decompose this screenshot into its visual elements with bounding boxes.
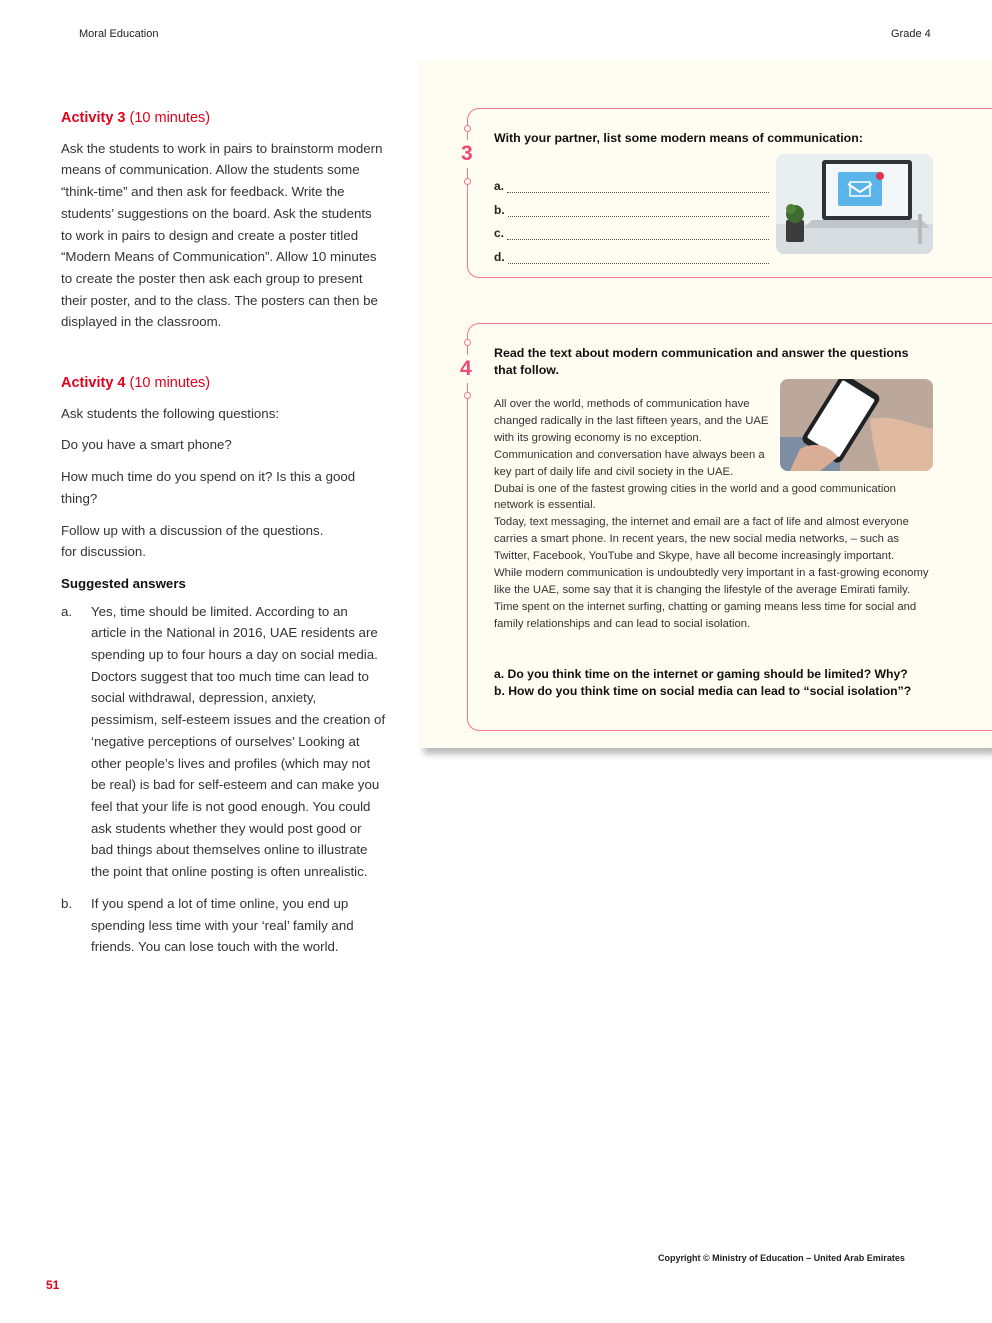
connector-dot <box>464 339 471 346</box>
connector-dot <box>464 178 471 185</box>
activity4-title: Activity 4 <box>61 375 126 392</box>
answer-item <box>61 601 386 883</box>
line-letter: a. <box>494 179 505 194</box>
box4-questions <box>494 666 911 700</box>
answer-text: If you spend a lot of time online, you end up spending less time with your ‘real’ family and friends. You can lose touch with the world. <box>91 895 354 955</box>
answer-line[interactable] <box>494 240 769 263</box>
answer-item <box>61 893 386 958</box>
passage-paragraph: All over the world, methods of communication have changed radically in the last fifteen years, and the UAE with its growing economy is no exception. <box>494 398 769 444</box>
passage-paragraph: Communication and conversation have always been a key part of daily life and civil society in the UAE. <box>494 448 765 478</box>
box3-instruction: With your partner, list some modern means of communication: <box>494 131 863 145</box>
activity3-title: Activity 3 <box>61 110 126 126</box>
laptop-email-image <box>776 154 933 254</box>
answer-line[interactable] <box>494 170 769 193</box>
activity4-paragraph: Ask students the following questions: <box>61 405 280 421</box>
connector-dot <box>464 125 471 132</box>
reading-passage <box>494 396 934 633</box>
answer-line[interactable] <box>494 217 769 240</box>
header-grade: Grade 4 <box>891 28 931 40</box>
passage-paragraph: Today, text messaging, the internet and email are a fact of life and almost everyone carries a smart phone. In recent years, the new social media networks, – such as Twitter, Facebook, YouTube and Skype, have all become increasingly important. <box>494 516 909 563</box>
answer-letter: a. <box>61 603 73 619</box>
answer-lines <box>494 170 769 264</box>
header-subject: Moral Education <box>79 28 159 40</box>
line-letter: c. <box>494 226 505 241</box>
copyright-notice: Copyright © Ministry of Education – United Arab Emirates <box>658 1253 905 1263</box>
activity4-paragraph: Follow up with a discussion of the questions. for discussion. <box>61 522 324 560</box>
activity3-heading <box>61 108 386 130</box>
teacher-notes <box>61 108 386 968</box>
answer-text: Yes, time should be limited. According to an article in the National in 2016, UAE residents are spending up to four hours a day on social media. Doctors suggest that too much time can lead to social withdrawal, depression, anxiety, pessimism, self-esteem issues and the creation of ‘negative perceptions of ourselves’ Looking at other people’s lives and profiles (which may not be real) is bad for self-esteem and can make you feel that your life is not good enough. You could ask students whether they would post good or bad things about themselves online to illustrate the point that online posting is often unrealistic. <box>91 603 386 880</box>
box4-instruction: Read the text about modern communication and answer the questions that follow. <box>494 346 909 377</box>
activity4-heading <box>61 373 386 395</box>
activity3-body: Ask the students to work in pairs to brainstorm modern means of communication. Allow the students some “think-time” and then ask for feedback. Write the students’ suggestions on the board. Ask the students to work in pairs to design and create a poster titled “Modern Means of Communication”. Allow 10 minutes to create the poster then ask each group to present their poster, and to the class. The posters can then be displayed in the classroom. <box>61 140 383 330</box>
answer-line[interactable] <box>494 193 769 216</box>
activity-number-4: 4 <box>460 355 472 383</box>
activity-number-3: 3 <box>461 140 473 168</box>
question-item: b. How do you think time on social media can lead to “social isolation”? <box>494 684 912 698</box>
passage-paragraph: Dubai is one of the fastest growing cities in the world and a good communication network is essential. <box>494 482 896 512</box>
question-item: a. Do you think time on the internet or gaming should be limited? Why? <box>494 667 908 681</box>
passage-paragraph: While modern communication is undoubtedly very important in a fast-growing economy like the UAE, some say that it is changing the lifestyle of the average Emirati family. Time spent on the internet surfing, chatting or gaming means less time for social and family relationships and can lead to social isolation. <box>494 567 929 630</box>
answer-letter: b. <box>61 895 73 911</box>
activity3-duration: (10 minutes) <box>129 110 211 126</box>
line-letter: d. <box>494 249 505 264</box>
connector-dot <box>464 392 471 399</box>
activity4-paragraph: How much time do you spend on it? Is this a good thing? <box>61 469 356 506</box>
activity4-paragraph: Do you have a smart phone? <box>61 437 232 453</box>
suggested-answers-heading: Suggested answers <box>61 575 186 591</box>
activity4-duration: (10 minutes) <box>129 375 211 392</box>
page-number: 51 <box>46 1278 60 1292</box>
line-letter: b. <box>494 202 505 217</box>
